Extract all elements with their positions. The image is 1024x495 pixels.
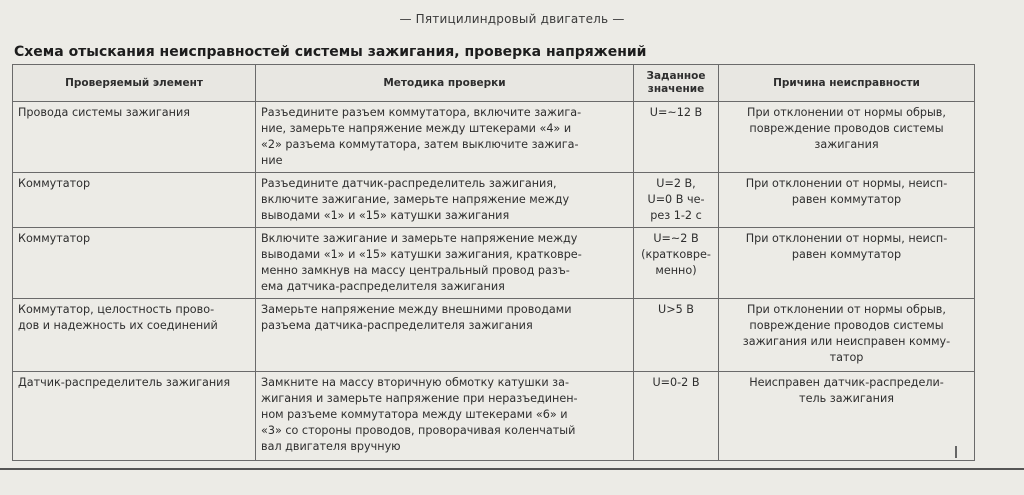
table-row <box>13 228 975 299</box>
table-row <box>13 372 975 461</box>
column-header-method: Методика проверки <box>256 65 634 102</box>
cell-method: Разъедините датчик-распределитель зажигания, включите зажигание, замерьте напряжение между выводами «1» и «15» катушки зажигания <box>256 173 634 228</box>
cell-element: Коммутатор, целостность прово- дов и надежность их соединений <box>13 299 256 372</box>
cell-element: Коммутатор <box>13 173 256 228</box>
cell-value: U=0-2 В <box>634 372 719 461</box>
cell-method: Включите зажигание и замерьте напряжение между выводами «1» и «15» катушки зажигания, кратковре- менно замкнув на массу центральный провод разъ- ема датчика-распределителя зажигания <box>256 228 634 299</box>
cell-cause: При отклонении от нормы, неисп- равен коммутатор <box>719 173 975 228</box>
margin-tick <box>955 446 957 458</box>
cell-element: Коммутатор <box>13 228 256 299</box>
column-header-cause: Причина неисправности <box>719 65 975 102</box>
column-header-element: Проверяемый элемент <box>13 65 256 102</box>
cell-value: U=~2 В (кратковре- менно) <box>634 228 719 299</box>
table-header-row <box>13 65 975 102</box>
cell-element: Провода системы зажигания <box>13 102 256 173</box>
table-row <box>13 102 975 173</box>
table-row <box>13 299 975 372</box>
cell-value: U>5 В <box>634 299 719 372</box>
cell-value: U=~12 В <box>634 102 719 173</box>
table-row <box>13 173 975 228</box>
page-title: Схема отыскания неисправностей системы зажигания, проверка напряжений <box>14 44 647 60</box>
cell-cause: При отклонении от нормы, неисп- равен коммутатор <box>719 228 975 299</box>
cell-cause: Неисправен датчик-распредели- тель зажигания <box>719 372 975 461</box>
cell-element: Датчик-распределитель зажигания <box>13 372 256 461</box>
cell-cause: При отклонении от нормы обрыв, повреждение проводов системы зажигания <box>719 102 975 173</box>
column-header-value: Заданное значение <box>634 65 719 102</box>
cell-value: U=2 В, U=0 В че- рез 1-2 с <box>634 173 719 228</box>
bottom-rule <box>0 468 1024 470</box>
cell-method: Разъедините разъем коммутатора, включите зажига- ние, замерьте напряжение между штекерами «4» и «2» разъема коммутатора, затем выключите зажига- ние <box>256 102 634 173</box>
cell-cause: При отклонении от нормы обрыв, повреждение проводов системы зажигания или неисправен комму- татор <box>719 299 975 372</box>
cell-method: Замкните на массу вторичную обмотку катушки за- жигания и замерьте напряжение при неразъединен- ном разъеме коммутатора между штекерами «6» и «3» со стороны проводов, проворачивая коленчатый вал двигателя вручную <box>256 372 634 461</box>
diagnostics-table <box>12 64 975 461</box>
cell-method: Замерьте напряжение между внешними проводами разъема датчика-распределителя зажигания <box>256 299 634 372</box>
running-head: — Пятицилиндровый двигатель — <box>399 12 625 26</box>
